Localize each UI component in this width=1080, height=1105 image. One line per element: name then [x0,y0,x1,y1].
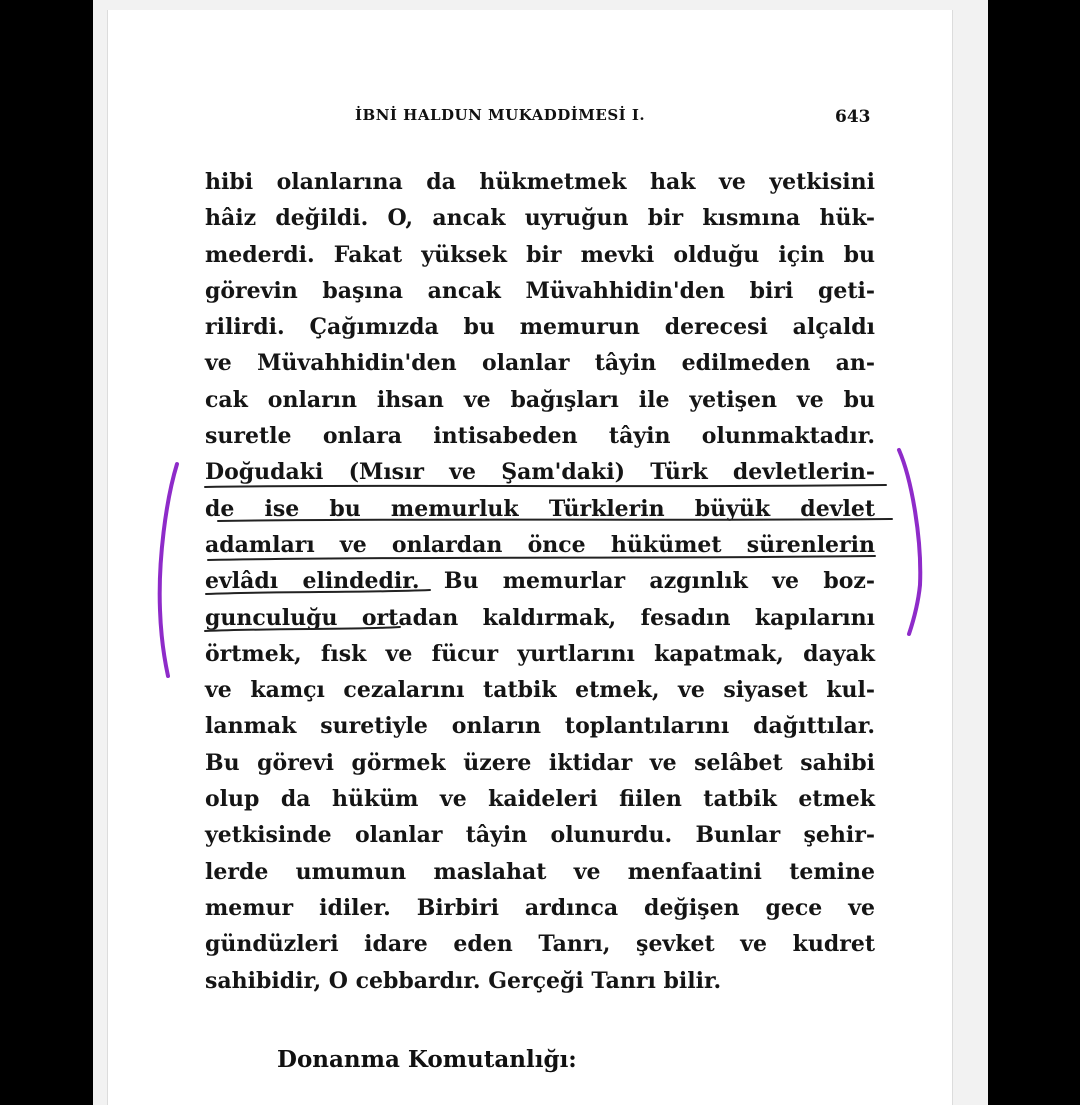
text-line: gündüzleri idare eden Tanrı, şevket ve kudret [205,931,875,958]
text-line: lanmak suretiyle onların toplantılarını dağıttılar. [205,713,875,740]
text-line: olup da hüküm ve kaideleri fiilen tatbik etmek [205,786,875,813]
running-title: İBNİ HALDUN MUKADDİMESİ I. [355,106,646,124]
text-line: hibi olanlarına da hükmetmek hak ve yetkisini [205,169,875,195]
text-line: de ise bu memurluk Türklerin büyük devlet [205,495,875,522]
text-line: gunculuğu ortadan kaldırmak, fesadın kapılarını [205,604,875,631]
text-line: görevin başına ancak Müvahhidin'den biri geti- [205,277,875,304]
text-line: ve kamçı cezalarını tatbik etmek, ve siyaset kul- [205,677,875,704]
text-line: evlâdı elindedir. Bu memurlar azgınlık ve boz- [205,568,875,595]
text-line: Doğudaki (Mısır ve Şam'daki) Türk devletlerin- [205,459,875,486]
text-line: Bu görevi görmek üzere iktidar ve selâbet sahibi [205,749,875,776]
text-line: lerde umumun maslahat ve menfaatini temine [205,858,875,885]
section-heading: Donanma Komutanlığı: [277,1046,577,1073]
body-text [205,164,875,999]
text-line: adamları ve onlardan önce hükümet sürenlerin [205,531,875,558]
text-line: rilirdi. Çağımızda bu memurun derecesi alçaldı [205,314,875,341]
text-line: suretle onlara intisabeden tâyin olunmaktadır. [205,423,875,450]
text-line: örtmek, fısk ve fücur yurtlarını kapatmak, dayak [205,640,875,667]
text-line: mederdi. Fakat yüksek bir mevki olduğu için bu [205,241,875,268]
text-line: memur idiler. Birbiri ardınca değişen gece ve [205,894,875,921]
text-line: sahibidir, O cebbardır. Gerçeği Tanrı bilir. [205,967,722,994]
page-number: 643 [835,107,871,127]
text-line: ve Müvahhidin'den olanlar tâyin edilmeden an- [205,350,875,377]
text-line: hâiz değildi. O, ancak uyruğun bir kısmına hük- [205,205,875,232]
text-line: cak onların ihsan ve bağışları ile yetişen ve bu [205,386,875,413]
text-line: yetkisinde olanlar tâyin olunurdu. Bunlar şehir- [205,822,875,849]
